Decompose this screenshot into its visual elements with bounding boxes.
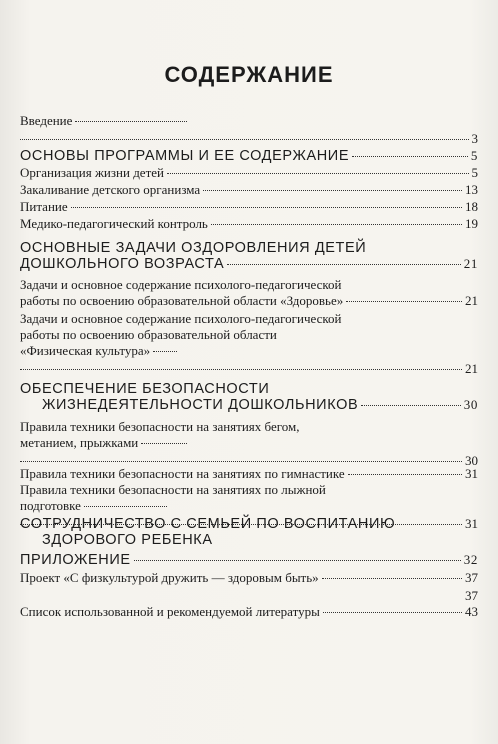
toc-appendix-title: ПРИЛОЖЕНИЕ [20,552,131,568]
toc-section-3[interactable] [20,381,478,413]
toc-entry-organization[interactable] [20,165,478,181]
toc-section-1[interactable] [20,148,478,164]
dot-leader [167,173,469,174]
dot-leader [203,190,462,191]
dot-leader [141,443,187,444]
toc-page-number: 21 [465,361,478,376]
dot-leader [361,405,461,406]
dot-leader [352,156,468,157]
dot-leader [20,369,462,370]
toc-label: Список использованной и рекомендуемой литературы [20,604,320,619]
dot-leader [75,121,187,122]
toc-label-line1: Правила техники безопасности на занятиях по лыжной [20,482,326,497]
toc-page-number: 13 [465,182,478,197]
toc-label: Правила техники безопасности на занятиях по гимнастике [20,466,345,481]
dot-leader [322,578,462,579]
toc-entry-safety-running[interactable] [20,419,478,469]
toc-section-4[interactable] [20,516,478,548]
toc-page-number: 43 [465,604,478,619]
toc-page-number: 5 [471,165,478,180]
toc-entry-nutrition[interactable] [20,199,478,215]
dot-leader [71,207,462,208]
toc-label: Закаливание детского организма [20,182,201,197]
toc-entry-project[interactable] [20,570,478,586]
toc-label-line2: работы по освоению образовательной области [20,327,277,342]
toc-entry-tasks-health[interactable] [20,277,478,309]
toc-page-number: 30 [465,453,478,468]
dot-leader [20,461,462,462]
toc-page-number: 21 [463,256,478,271]
toc-section-2[interactable] [20,240,478,272]
toc-section-title-line1: ОБЕСПЕЧЕНИЕ БЕЗОПАСНОСТИ [20,381,270,397]
toc-label-line1: Задачи и основное содержание психолого-педагогической [20,311,342,326]
toc-page-number: 37 [465,570,478,585]
toc-section-title-line2: ДОШКОЛЬНОГО ВОЗРАСТА [20,256,225,272]
toc-page-number: 3 [471,131,478,146]
toc-label: Проект «С физкультурой дружить — здоровым быть» [20,570,319,585]
toc-page-number: 5 [470,148,478,163]
toc-label-line3: «Физическая культура» [20,343,151,358]
toc-entry-safety-gymnastics[interactable] [20,466,478,482]
toc-section-title-line1: СОТРУДНИЧЕСТВО С СЕМЬЕЙ ПО ВОСПИТАНИЮ [20,516,396,532]
dot-leader [20,139,469,140]
dot-leader [346,301,462,302]
toc-page-number: 37 [465,588,478,603]
toc-page-number: 18 [465,199,478,214]
toc-label: Организация жизни детей [20,165,164,180]
dot-leader [153,351,177,352]
toc-section-title: ОСНОВЫ ПРОГРАММЫ И ЕЕ СОДЕРЖАНИЕ [20,148,350,164]
toc-label-line1: Задачи и основное содержание психолого-педагогической [20,277,342,292]
toc-label: Медико-педагогический контроль [20,216,208,231]
dot-leader [134,560,461,561]
page-title: СОДЕРЖАНИЕ [164,62,334,87]
toc-section-title-line2: ЗДОРОВОГО РЕБЕНКА [42,532,213,548]
toc-section-title-line2: ЖИЗНЕДЕЯТЕЛЬНОСТИ ДОШКОЛЬНИКОВ [42,397,359,413]
toc-label-line2: подготовке [20,498,81,513]
toc-label-line2: метанием, прыжками [20,435,139,450]
toc-entry-literature[interactable] [20,604,478,620]
toc-entry-medical-control[interactable] [20,216,478,232]
toc-appendix[interactable] [20,552,478,568]
toc-page-number: 19 [465,216,478,231]
toc-entry-intro[interactable] [20,113,478,147]
toc-entry-hardening[interactable] [20,182,478,198]
toc-label-line2: работы по освоению образовательной области «Здоровье» [20,293,344,308]
toc-label: Введение [20,113,73,128]
dot-leader [348,474,462,475]
toc-page-number: 21 [465,293,478,308]
dot-leader [227,264,461,265]
toc-label: Питание [20,199,68,214]
dot-leader [84,506,167,507]
toc-page-number: 30 [463,397,478,412]
toc-page-number: 31 [465,466,478,481]
toc-page-number: 31 [465,516,478,531]
dot-leader [211,224,462,225]
toc-entry-tasks-physical[interactable] [20,311,478,377]
dot-leader [323,612,462,613]
toc-page-number: 32 [463,552,478,567]
toc-label-line1: Правила техники безопасности на занятиях бегом, [20,419,300,434]
toc-section-title-line1: ОСНОВНЫЕ ЗАДАЧИ ОЗДОРОВЛЕНИЯ ДЕТЕЙ [20,240,367,256]
